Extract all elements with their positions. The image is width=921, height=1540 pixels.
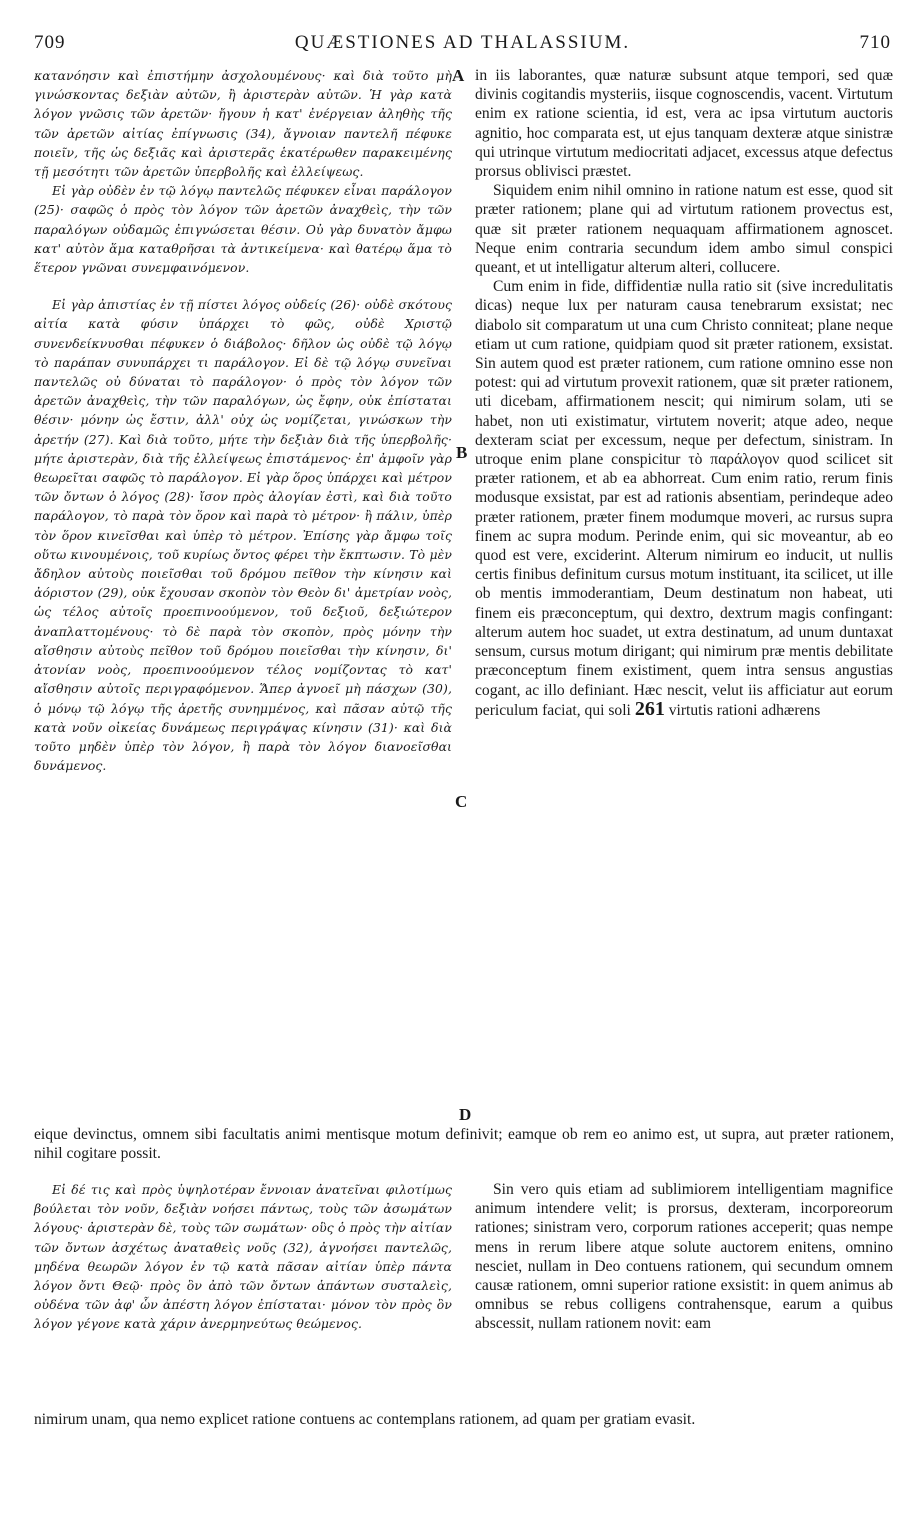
- latin-paragraph-3-tail: virtutis rationi adhærens: [668, 701, 821, 719]
- right-page-number: 710: [859, 32, 891, 53]
- latin-paragraph-1: in iis laborantes, quæ naturæ subsunt atque tempori, sed quæ divinis cogitandis mysteriis, iisque cognoscendis, vacent. Virtutum enim ex ratione scientia, id est, vera ac ipsa virtutum auctoris agnitio, hoc comparata est, ut ejus tanquam dexteræ atque sinistræ qui utrinque virtutum mediocritati adjacet, excessus atque defectus prorsus oblivisci præstet.: [475, 67, 893, 181]
- running-header: [34, 32, 891, 56]
- greek-paragraph-4: Εἰ δέ τις καὶ πρὸς ὑψηλοτέραν ἔννοιαν ἀνατεῖναι φιλοτίμως βούλεται τὸν νοῦν, δεξιὰν νοήσει πάντως, τοὺς τῶν ἀσωμάτων λόγους· ἀριστερὰν δὲ, τοὺς τῶν σωμάτων· οὓς ὁ πρὸς τὴν αἰτίαν τῶν ὄντων ἀσχέτως ἀναταθεὶς νοῦς (32), ἀγνοήσει παντελῶς, μηδένα θεωρῶν λόγον ἐν τῷ κατὰ πᾶσαν αἰτίαν ὑπὲρ πάντα λόγον ὄντι Θεῷ· πρὸς ὃν ἀπὸ τῶν ὄντων ἁπάντων συσταλεὶς, οὐδένα τῶν ἀφ' ὧν ἀπέστη λόγον ἐπίσταται· μόνον τὸν πρὸς ὃν λόγον γέγονε κατὰ χάριν ἀνερμηνεύτως θεώμενος.: [34, 1182, 452, 1332]
- greek-column-upper: [34, 66, 452, 775]
- greek-paragraph-1: κατανόησιν καὶ ἐπιστήμην ἀσχολουμένους· καὶ διὰ τοῦτο μὴ γινώσκοντας δεξιὰν αὐτῶν, ἢ ἀριστερὰν αὐτῶν. Ἡ γὰρ κατὰ λόγον γνῶσις τῶν ἀρετῶν· ἤγουν ἡ κατ' ἐνέργειαν ἀληθὴς τῆς τῶν ἀρετῶν αἰτίας ἐπίγνωσις (34), ἄγνοιαν παντελῆ πέφυκε ποιεῖν, τῆς ὡς δεξιᾶς καὶ ἀριστερᾶς ἑκατέρωθεν παρακειμένης τῇ μεσότητι τῶν ἀρετῶν ὑπερβολῆς καὶ ἐλλείψεως.: [34, 68, 452, 180]
- left-page-number: 709: [34, 32, 66, 53]
- latin-paragraph-4: Sin vero quis etiam ad sublimiorem intelligentiam magnifice animum intendere velit; is prorsus, dexteram, incorporeorum rationes; sinistram vero, corporum rationes acceperit; quas nempe mens in rerum libere atque solute auctorem enitens, omnino nesciet, nullam in Deo contuens rationem, qui secundum omnem causæ rationem, omni superior ratione exsistit: in quem animus ab omnibus se rebus colligens contrahensque, earum a quibus abscessit, nullam rationem novit: eam: [475, 1181, 893, 1333]
- running-title: QUÆSTIONES AD THALASSIUM.: [294, 32, 631, 53]
- greek-paragraph-2: Εἰ γὰρ οὐδὲν ἐν τῷ λόγῳ παντελῶς πέφυκεν εἶναι παράλογον (25)· σαφῶς ὁ πρὸς τὸν λόγον τῶν ἀρετῶν ἀναχθεὶς, τὴν τῶν παραλόγων οὐδαμῶς ἐπιγνώσεται θέσιν. Οὐ γὰρ δυνατὸν ἄμφω κατ' αὐτὸν ἅμα καταθρῆσαι τὰ ἀντικείμενα· καὶ θατέρῳ ἅμα τὸ ἕτερον γνῶναι συνεμφαινόμενον.: [34, 183, 452, 276]
- latin-paragraph-3: [475, 277, 893, 720]
- column-number: 261: [634, 697, 665, 720]
- latin-paragraph-3-text: Cum enim in fide, diffidentiæ nulla ratio sit (sive incredulitatis dicas) neque lux per naturam causa tenebrarum exsistat; nec diabolo sit comparatum ut una cum Christo conniteat; plane neque etiam ut cum ratione, quidpiam quod sit præter rationem, exsistat. Sin autem quod est præter rationem, cum ratione omnino esse non potest: qui ad virtutum provexit rationem, quæ sit præter rationem, uti dicebam, affirmationem nescit; qui nimirum solam, uti se habet, non uti existimatur, virtutem noverit; atque adeo, neque dexteram sciat per excessum, neque per defectum, sinistram. In utroque enim plane conspicitur τὸ παράλογον quod scilicet sit præter rationem, et ab ea abhorreat. Cum enim ratio, rerum finis modusque exsistat, par est ad rationis absentiam, perindeque adeo præter rationem, præter finem modumque moveri, ac rursus supra finem ac supra modum. Perinde enim, qui sic moveantur, ab eo quod est vere, exciderint. Alterum nimirum eo inducit, ut nullis certis finibus definitum cursus motum instituant, ita scilicet, ut ille ob mentis immoderantiam, Deum destinatum non habeat, uti finem eis præconceptum, qui dextro, dextrum magis confingant: alterum autem hoc suadet, ut extra destinatum, ad unum duntaxat sensum, cursus motum dirigant; qui nimirum præ mentis debilitate præconceptum finem existiment, quem intra sensus angustias cogant, ac illo definiant. Hæc nescit, velut iis afficiatur aut eorum periculum faciat, qui soli: [475, 278, 893, 719]
- latin-fullwidth-line-2: nimirum unam, qua nemo explicet ratione contuens ac contemplans rationem, ad quam per gratiam evasit.: [34, 1411, 696, 1428]
- latin-paragraph-2: Siquidem enim nihil omnino in ratione natum est esse, quod sit præter rationem; plane qui ad virtutum rationem provectus est, quæ sit præter rationem nequaquam affirmationem agnoscet. Neque enim contraria secundum idem ambo simul conspici queant, et ut intelligatur alterum alteri, collucere.: [475, 182, 893, 277]
- latin-fullwidth-line-1: eique devinctus, omnem sibi facultatis animi mentisque motum definivit; eamque ob rem eo animo est, ut supra, aut præter rationem, nihil cogitare possit.: [34, 1126, 894, 1163]
- greek-column-lower: [34, 1180, 452, 1334]
- latin-column-upper: [475, 66, 893, 720]
- latin-column-lower: [475, 1180, 893, 1334]
- section-marker-d: D: [459, 1105, 472, 1124]
- section-marker-b: B: [456, 443, 468, 462]
- greek-paragraph-3: Εἰ γὰρ ἀπιστίας ἐν τῇ πίστει λόγος οὐδείς (26)· οὐδὲ σκότους αἰτία κατὰ φύσιν ὑπάρχει τὸ φῶς, οὐδὲ Χριστῷ συνενδείκνυσθαι πέφυκεν ὁ διάβολος· δῆλον ὡς οὐδὲ τῷ λόγῳ τὸ παράπαν συνυπάρχει τι παράλογον. Εἰ δὲ τῷ λόγῳ συνεῖναι παντελῶς οὐ δύναται τὸ παράλογον· ὁ πρὸς τὸν λόγον τῶν ἀρετῶν ἀναχθεὶς, τὴν τῶν παραλόγων, ὡς ἔφην, οὐκ ἐπίσταται θέσιν· μόνην ὡς ἔστιν, ἀλλ' οὐχ ὡς νομίζεται, γινώσκων τὴν ἀρετήν (27). Καὶ διὰ τοῦτο, μήτε τὴν δεξιὰν διὰ τῆς ὑπερβολῆς· μήτε ἀριστερὰν, διὰ τῆς ἐλλείψεως ἐπιστάμενος· ἐπ' ἀμφοῖν γὰρ θεωρεῖται σαφῶς τὸ παράλογον. Εἰ γὰρ ὅρος ὑπάρχει καὶ μέτρον τῶν ὄντων ὁ λόγος (28)· ἴσον πρὸς ἀλογίαν ἐστὶ, καὶ διὰ τοῦτο παράλογον, τὸ παρὰ τὸν ὅρον καὶ παρὰ τὸ μέτρον· ἢ πάλιν, ὑπὲρ τὸν ὅρον κινεῖσθαι καὶ ὑπὲρ τὸ μέτρον. Ἐπίσης γὰρ ἄμφω τοῖς οὕτω κινουμένοις, τοῦ κυρίως ὄντος φέρει τὴν ἔκπτωσιν. Τὸ μὲν ἄδηλον αὐτοὺς ποιεῖσθαι τοῦ δρόμου πεῖθον τὴν κίνησιν καὶ ἀόριστον (29), οὐκ ἔχουσαν σκοπὸν τὸν Θεὸν δι' ἀμετρίαν νοὸς, ὡς τέλος αὐτοῖς προεπινοούμενον, τοῦ δεξιοῦ, δεξιώτερον ἀναπλαττομένους· τὸ δὲ παρὰ τὸν σκοπὸν, πρὸς μόνην τὴν αἴσθησιν αὐτοὺς πεῖθον τοῦ δρόμου ποιεῖσθαι τὴν κίνησιν, δι' ἀτονίαν νοὸς, προεπινοούμενον τέλος νομίζοντας τὸ κατ' αἴσθησιν αὐτοῖς περιγραφόμενον. Ἅπερ ἀγνοεῖ μὴ πάσχων (30), ὁ μόνῳ τῷ λόγῳ τῆς ἀρετῆς συνημμένος, καὶ πᾶσαν αὐτῷ τῆς κατὰ νοῦν οἰκείας δυνάμεως περιγράψας κίνησιν (31)· καὶ διὰ τοῦτο μηδὲν ὑπὲρ τὸν λόγον, ἢ παρὰ τὸν λόγον διανοεῖσθαι δυνάμενος.: [34, 297, 452, 774]
- section-marker-a: A: [452, 66, 465, 85]
- section-marker-c: C: [455, 792, 468, 811]
